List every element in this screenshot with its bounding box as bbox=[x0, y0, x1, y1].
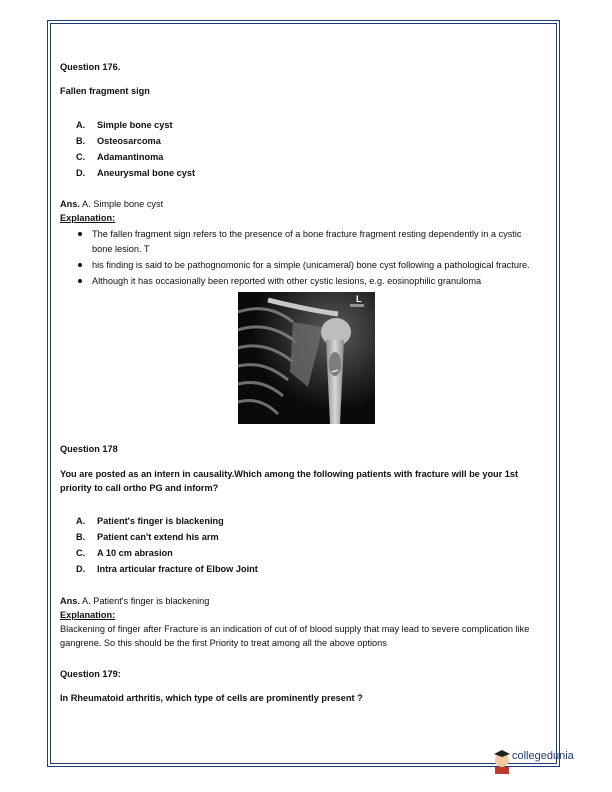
option-text: Simple bone cyst bbox=[97, 119, 173, 130]
question-stem: You are posted as an intern in causality.Which among the following patients with fracture will be your 1st priority to call ortho PG and inform? bbox=[60, 468, 519, 493]
option-letter: C. bbox=[76, 151, 86, 162]
explanation-bullets bbox=[60, 227, 542, 288]
option-a bbox=[76, 513, 542, 529]
answer bbox=[60, 197, 542, 211]
option-d bbox=[76, 561, 542, 577]
explanation-label: Explanation: bbox=[60, 609, 116, 620]
option-letter: D. bbox=[76, 564, 86, 575]
option-letter: B. bbox=[76, 532, 86, 543]
option-text: A 10 cm abrasion bbox=[97, 548, 173, 559]
option-letter: A. bbox=[76, 516, 86, 527]
options-list bbox=[60, 117, 542, 181]
option-text: Aneurysmal bone cyst bbox=[97, 167, 196, 178]
options-list bbox=[60, 513, 542, 577]
option-letter: C. bbox=[76, 548, 86, 559]
question-title: Question 179: bbox=[60, 668, 121, 679]
question-176 bbox=[60, 60, 542, 424]
option-letter: B. bbox=[76, 135, 86, 146]
answer-label: Ans. bbox=[60, 198, 80, 209]
option-b bbox=[76, 133, 542, 149]
logo-wordmark: collegedunia bbox=[512, 750, 574, 762]
option-c bbox=[76, 149, 542, 165]
option-text: Osteosarcoma bbox=[97, 135, 161, 146]
answer-label: Ans. bbox=[60, 595, 80, 606]
explanation-label: Explanation: bbox=[60, 213, 116, 224]
answer bbox=[60, 594, 542, 608]
question-stem: Fallen fragment sign bbox=[60, 86, 150, 97]
shoulder-xray-illustration bbox=[238, 292, 375, 424]
option-text: Patient's finger is blackening bbox=[97, 516, 224, 527]
answer-text: A. Patient's finger is blackening bbox=[79, 595, 210, 606]
question-178 bbox=[60, 442, 542, 650]
collegedunia-logo bbox=[492, 748, 572, 776]
option-b bbox=[76, 529, 542, 545]
question-stem: In Rheumatoid arthritis, which type of cells are prominently present ? bbox=[60, 692, 363, 703]
explanation-bullet: his finding is said to be pathognomonic for a simple (unicameral) bone cyst following a pathological fracture. bbox=[92, 258, 542, 272]
option-letter: A. bbox=[76, 119, 86, 130]
option-text: Patient can't extend his arm bbox=[97, 532, 219, 543]
xray-label-strip bbox=[350, 304, 364, 307]
option-text: Intra articular fracture of Elbow Joint bbox=[97, 564, 258, 575]
question-title: Question 178 bbox=[60, 444, 118, 455]
logo-mascot-icon bbox=[492, 748, 512, 774]
option-d bbox=[76, 165, 542, 181]
option-text: Adamantinoma bbox=[97, 151, 164, 162]
explanation-bullet: Although it has occasionally been reported with other cystic lesions, e.g. eosinophilic granuloma bbox=[92, 274, 542, 288]
option-c bbox=[76, 545, 542, 561]
document-content bbox=[60, 60, 542, 705]
option-letter: D. bbox=[76, 167, 86, 178]
answer-text: A. Simple bone cyst bbox=[79, 198, 164, 209]
question-179 bbox=[60, 667, 542, 706]
question-title: Question 176. bbox=[60, 62, 121, 72]
xray-side-marker: L bbox=[356, 294, 362, 305]
option-a bbox=[76, 117, 542, 133]
xray-image bbox=[238, 292, 375, 424]
explanation-bullet: The fallen fragment sign refers to the presence of a bone fracture fragment resting dependently in a cystic bone lesion. T bbox=[92, 227, 542, 256]
explanation-text: Blackening of finger after Fracture is an indication of cut of of blood supply that may lead to severe complication like gangrene. So this should be the first Priority to treat among all the above options bbox=[60, 624, 530, 649]
